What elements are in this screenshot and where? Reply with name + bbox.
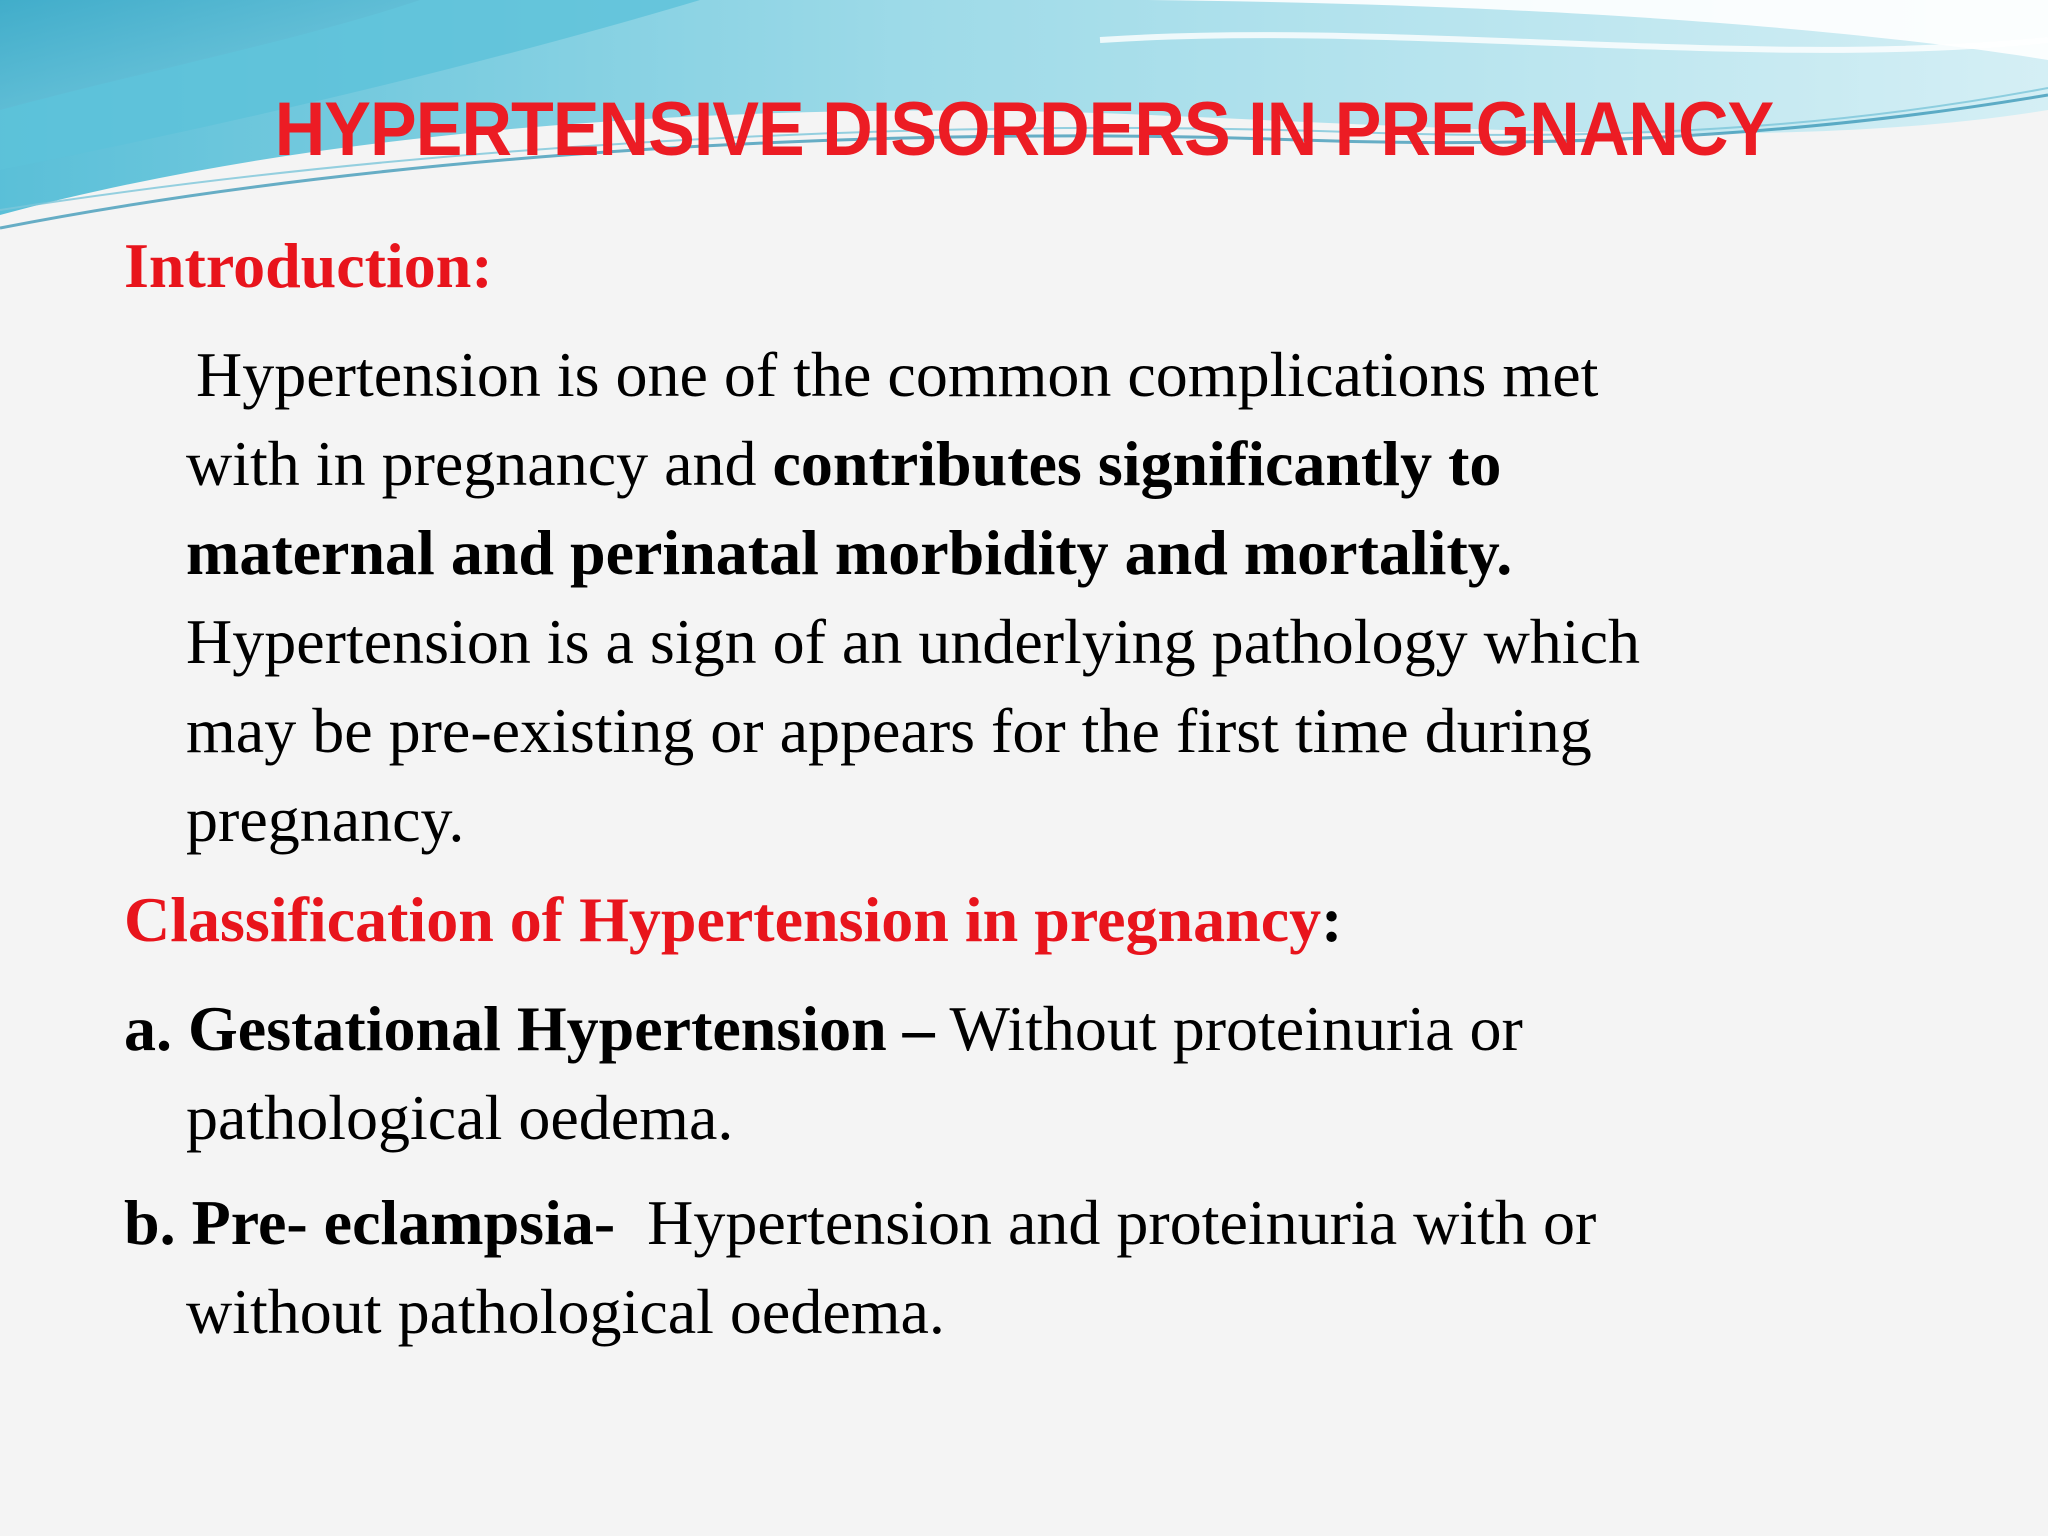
introduction-heading: Introduction:: [124, 230, 493, 301]
intro-line-1: [186, 330, 1986, 419]
intro-line-4-text: Hypertension is a sign of an underlying pathology which: [186, 606, 1640, 677]
classification-item-continuation: without pathological oedema.: [186, 1276, 945, 1347]
intro-line-3: [186, 508, 1986, 597]
classification-item-pre-eclampsia: [124, 1178, 2004, 1356]
introduction-paragraph: [186, 330, 1986, 864]
intro-line-5: [186, 686, 1986, 775]
classification-heading-colon: :: [1321, 884, 1343, 955]
intro-line-2-emphasis: contributes significantly to: [772, 428, 1502, 499]
classification-item-continuation: pathological oedema.: [186, 1082, 734, 1153]
classification-heading: [124, 882, 1342, 958]
classification-heading-text: Classification of Hypertension in pregnancy: [124, 884, 1322, 955]
classification-item-line: [124, 1178, 2004, 1267]
intro-line-1-text: Hypertension is one of the common complications met: [196, 339, 1599, 410]
intro-line-6-text: pregnancy.: [186, 784, 465, 855]
intro-line-4: [186, 597, 1986, 686]
intro-line-3-emphasis: maternal and perinatal morbidity and mortality.: [186, 517, 1513, 588]
intro-line-2: [186, 419, 1986, 508]
classification-item-term: a. Gestational Hypertension –: [124, 993, 935, 1064]
intro-line-2-text: with in pregnancy and: [186, 428, 773, 499]
classification-item-text: Without proteinuria or: [934, 993, 1523, 1064]
classification-item-term: b. Pre- eclampsia-: [124, 1187, 616, 1258]
slide-title: HYPERTENSIVE DISORDERS IN PREGNANCY: [274, 87, 1774, 172]
classification-item-gestational: [124, 984, 2004, 1162]
intro-line-6: [186, 775, 1986, 864]
classification-item-text: Hypertension and proteinuria with or: [615, 1187, 1597, 1258]
intro-line-5-text: may be pre-existing or appears for the first time during: [186, 695, 1592, 766]
classification-item-line: [124, 984, 2004, 1073]
